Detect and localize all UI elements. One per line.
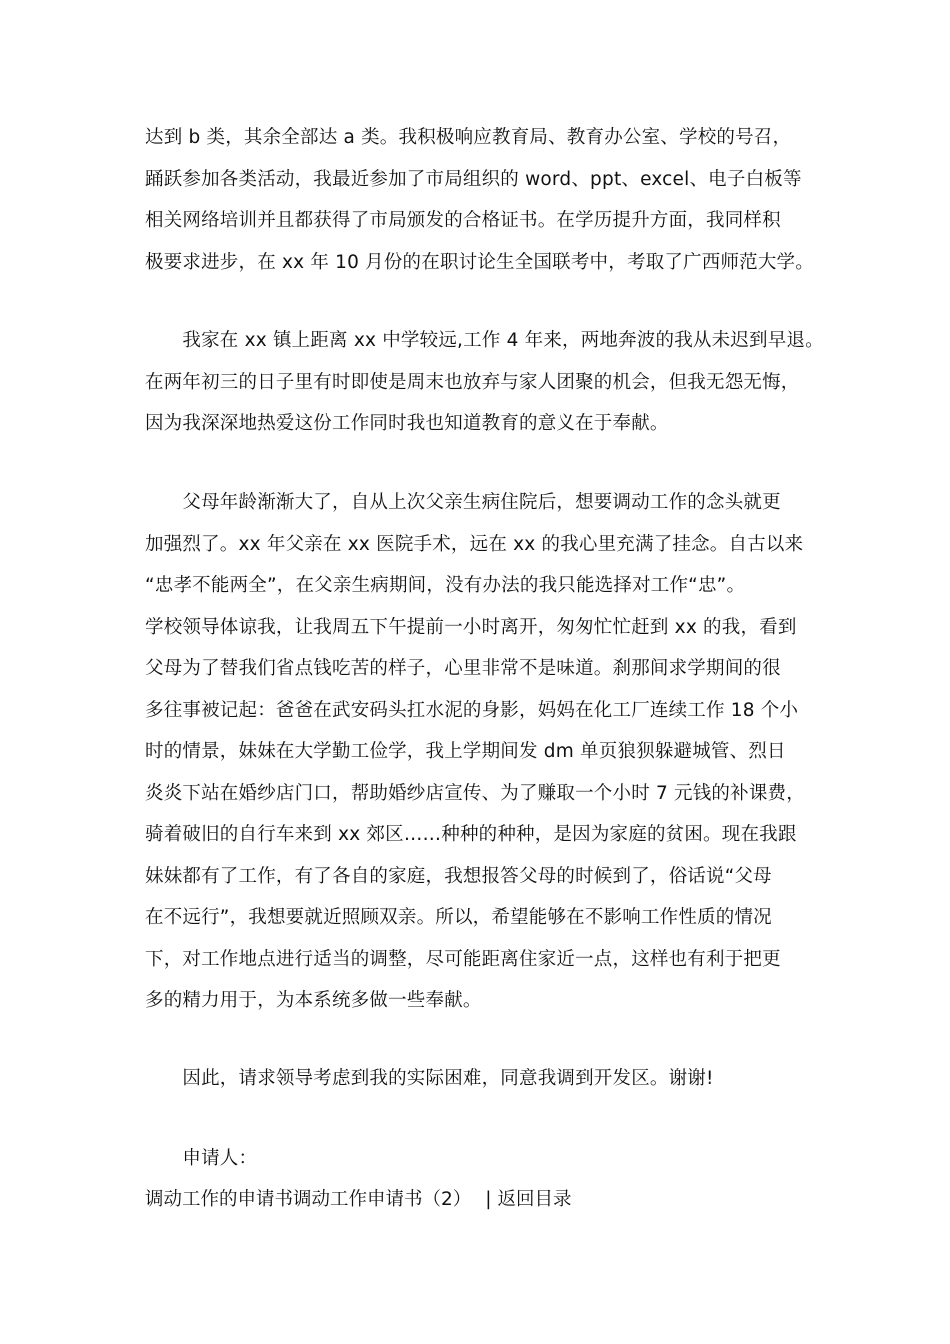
text-line: 达到 b 类，其余全部达 a 类。我积极响应教育局、教育办公室、学校的号召， bbox=[145, 127, 792, 148]
text-line: 父母为了替我们省点钱吃苦的样子，心里非常不是味道。刹那间求学期间的很 bbox=[145, 658, 781, 679]
text-line: 相关网络培训并且都获得了市局颁发的合格证书。在学历提升方面，我同样积 bbox=[145, 210, 781, 231]
applicant-label: 申请人： bbox=[145, 1148, 258, 1169]
text-line: 妹妹都有了工作，有了各自的家庭，我想报答父母的时候到了，俗话说“父母 bbox=[145, 865, 772, 887]
paragraph-commute bbox=[145, 320, 824, 445]
text-line: 在两年初三的日子里有时即使是周末也放弃与家人团聚的机会，但我无怨无悔， bbox=[145, 371, 800, 393]
text-line: 在不远行”，我想要就近照顾双亲。所以，希望能够在不影响工作性质的情况 bbox=[145, 907, 772, 928]
text-line: 骑着破旧的自行车来到 xx 郊区……种种的种种，是因为家庭的贫困。现在我跟 bbox=[145, 824, 797, 845]
footer-separator: | bbox=[485, 1189, 492, 1210]
text-line: 因此，请求领导考虑到我的实际困难，同意我调到开发区。谢谢! bbox=[145, 1068, 714, 1089]
text-line: 加强烈了。xx 年父亲在 xx 医院手术，远在 xx 的我心里充满了挂念。自古以来 bbox=[145, 533, 804, 555]
text-line: 炎炎下站在婚纱店门口，帮助婚纱店宣传、为了赚取一个小时 7 元钱的补课费， bbox=[145, 782, 805, 804]
text-line: 父母年龄渐渐大了，自从上次父亲生病住院后，想要调动工作的念头就更 bbox=[145, 492, 781, 513]
paragraph-request bbox=[145, 1058, 815, 1100]
back-to-index-link[interactable]: 返回目录 bbox=[497, 1189, 572, 1210]
text-line: 踊跃参加各类活动，我最近参加了市局组织的 word、ppt、excel、电子白板等 bbox=[145, 168, 802, 190]
text-line: 下，对工作地点进行适当的调整，尽可能距离住家近一点，这样也有利于把更 bbox=[145, 948, 781, 970]
text-line: “忠孝不能两全”，在父亲生病期间，没有办法的我只能选择对工作“忠”。 bbox=[145, 575, 746, 596]
applicant-signature-line bbox=[145, 1138, 815, 1180]
text-line: 时的情景，妹妹在大学勤工俭学，我上学期间发 dm 单页狼狈躲避城管、烈日 bbox=[145, 741, 786, 762]
text-line: 极要求进步，在 xx 年 10 月份的在职讨论生全国联考中，考取了广西师范大学。 bbox=[145, 251, 814, 273]
text-line: 学校领导体谅我，让我周五下午提前一小时离开，匆匆忙忙赶到 xx 的我，看到 bbox=[145, 616, 797, 638]
text-line: 多的精力用于，为本系统多做一些奉献。 bbox=[145, 990, 482, 1011]
text-line: 我家在 xx 镇上距离 xx 中学较远,工作 4 年来，两地奔波的我从未迟到早退。 bbox=[145, 330, 824, 351]
text-line: 因为我深深地热爱这份工作同时我也知道教育的意义在于奉献。 bbox=[145, 413, 669, 434]
footer-navigation bbox=[145, 1179, 572, 1221]
paragraph-education bbox=[145, 117, 815, 283]
paragraph-parents bbox=[145, 482, 815, 1022]
prev-article-link[interactable]: 调动工作的申请书调动工作申请书（2） bbox=[145, 1189, 472, 1210]
text-line: 多往事被记起：爸爸在武安码头扛水泥的身影，妈妈在化工厂连续工作 18 个小 bbox=[145, 699, 799, 721]
